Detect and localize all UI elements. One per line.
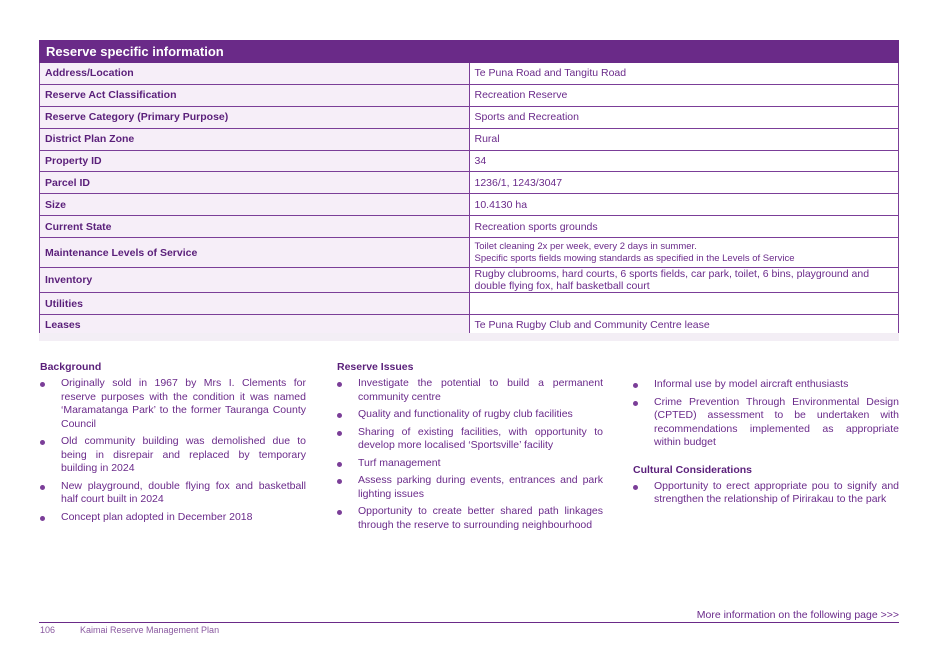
bullet-icon <box>337 413 342 418</box>
row-label: Maintenance Levels of Service <box>40 238 470 268</box>
list-item-text: Quality and functionality of rugby club facilities <box>358 408 573 420</box>
list-item <box>40 511 306 525</box>
table-row <box>40 194 899 216</box>
row-value: Recreation sports grounds <box>469 216 899 238</box>
background-heading: Background <box>40 361 102 373</box>
table-row <box>40 84 899 106</box>
bullet-icon <box>40 516 45 521</box>
row-label: Inventory <box>40 268 470 293</box>
list-item <box>337 457 603 471</box>
bullet-icon <box>337 479 342 484</box>
list-item-text: Informal use by model aircraft enthusiasts <box>654 378 849 390</box>
row-label: Utilities <box>40 293 470 315</box>
list-item <box>337 377 603 404</box>
row-value: Rural <box>469 128 899 150</box>
reserve-issues-heading: Reserve Issues <box>337 361 414 373</box>
list-item <box>633 396 899 450</box>
row-value: 10.4130 ha <box>469 194 899 216</box>
list-item <box>337 426 603 453</box>
page-number: 106 <box>40 625 56 635</box>
background-section <box>40 361 306 528</box>
cultural-section <box>633 464 899 507</box>
table-row <box>40 216 899 238</box>
bullet-icon <box>633 485 638 490</box>
list-item-text: New playground, double flying fox and basketball half court built in 2024 <box>61 479 306 505</box>
row-value <box>469 238 899 268</box>
row-value: 34 <box>469 150 899 172</box>
row-value: Te Puna Rugby Club and Community Centre lease <box>469 315 899 337</box>
reserve-info-table <box>39 40 899 337</box>
bullet-icon <box>40 440 45 445</box>
list-item <box>633 378 899 392</box>
table-row <box>40 172 899 194</box>
table-title: Reserve specific information <box>40 41 899 63</box>
row-label: Reserve Category (Primary Purpose) <box>40 106 470 128</box>
list-item-text: Opportunity to create better shared path linkages through the reserve to surrounding neighbourhood <box>358 505 603 531</box>
bullet-icon <box>337 382 342 387</box>
list-item <box>337 505 603 532</box>
row-label: Reserve Act Classification <box>40 84 470 106</box>
row-value-line: Toilet cleaning 2x per week, every 2 days in summer. <box>474 240 697 252</box>
list-item-text: Old community building was demolished due to being in disrepair and replaced by temporary building in 2024 <box>61 435 306 474</box>
reserve-issues-list <box>337 377 603 532</box>
right-column <box>633 361 899 511</box>
cultural-list <box>633 480 899 507</box>
more-info-link[interactable]: More information on the following page >>> <box>696 609 899 621</box>
table-row <box>40 106 899 128</box>
list-item-text: Turf management <box>358 456 441 469</box>
row-value: Rugby clubrooms, hard courts, 6 sports fields, car park, toilet, 6 bins, playground and double flying fox, half basketball court <box>469 268 899 293</box>
row-label: Current State <box>40 216 470 238</box>
table-row <box>40 63 899 85</box>
list-item-text: Investigate the potential to build a permanent community centre <box>358 377 603 403</box>
row-label: Property ID <box>40 150 470 172</box>
table-row <box>40 128 899 150</box>
list-item <box>40 435 306 476</box>
table-row <box>40 268 899 293</box>
bullet-icon <box>633 383 638 388</box>
document-title: Kaimai Reserve Management Plan <box>80 625 220 635</box>
row-value: 1236/1, 1243/3047 <box>469 172 899 194</box>
table-row <box>40 238 899 268</box>
background-list <box>40 377 306 524</box>
bullet-icon <box>40 485 45 490</box>
bullet-icon <box>337 510 342 515</box>
list-item-text: Opportunity to erect appropriate pou to signify and strengthen the relationship of Pirirakau to the park <box>654 479 899 505</box>
list-item <box>40 377 306 431</box>
row-value-line: Specific sports fields mowing standards as specified in the Levels of Service <box>474 252 795 264</box>
table-row <box>40 293 899 315</box>
continued-issues-list <box>633 378 899 450</box>
list-item-text: Sharing of existing facilities, with opportunity to develop more localised ‘Sportsville’ facility <box>358 425 603 451</box>
list-item-text: Concept plan adopted in December 2018 <box>61 510 253 523</box>
list-item-text: Crime Prevention Through Environmental Design (CPTED) assessment to be undertaken with recommendations implemented as appropriate within budget <box>654 395 899 448</box>
row-label: District Plan Zone <box>40 128 470 150</box>
table-bottom-band <box>39 333 899 341</box>
cultural-heading: Cultural Considerations <box>633 463 753 476</box>
reserve-issues-section <box>337 361 603 536</box>
row-value <box>469 293 899 315</box>
row-label: Leases <box>40 315 470 337</box>
row-value: Sports and Recreation <box>469 106 899 128</box>
list-item <box>633 480 899 507</box>
row-value: Te Puna Road and Tangitu Road <box>469 63 899 85</box>
bullet-icon <box>633 401 638 406</box>
list-item <box>337 474 603 501</box>
bullet-icon <box>337 462 342 467</box>
list-item-text: Originally sold in 1967 by Mrs I. Clements for reserve purposes with the condition it was named ‘Maramatanga Park’ to the former Tauranga County Council <box>61 377 306 430</box>
row-value: Recreation Reserve <box>469 84 899 106</box>
list-item <box>40 480 306 507</box>
list-item-text: Assess parking during events, entrances and park lighting issues <box>358 474 603 500</box>
bullet-icon <box>40 382 45 387</box>
table-row <box>40 150 899 172</box>
list-item <box>337 408 603 422</box>
footer-divider <box>39 622 899 623</box>
row-label: Size <box>40 194 470 216</box>
page-footer <box>40 625 219 635</box>
bullet-icon <box>337 431 342 436</box>
row-label: Parcel ID <box>40 172 470 194</box>
row-label: Address/Location <box>40 63 470 85</box>
